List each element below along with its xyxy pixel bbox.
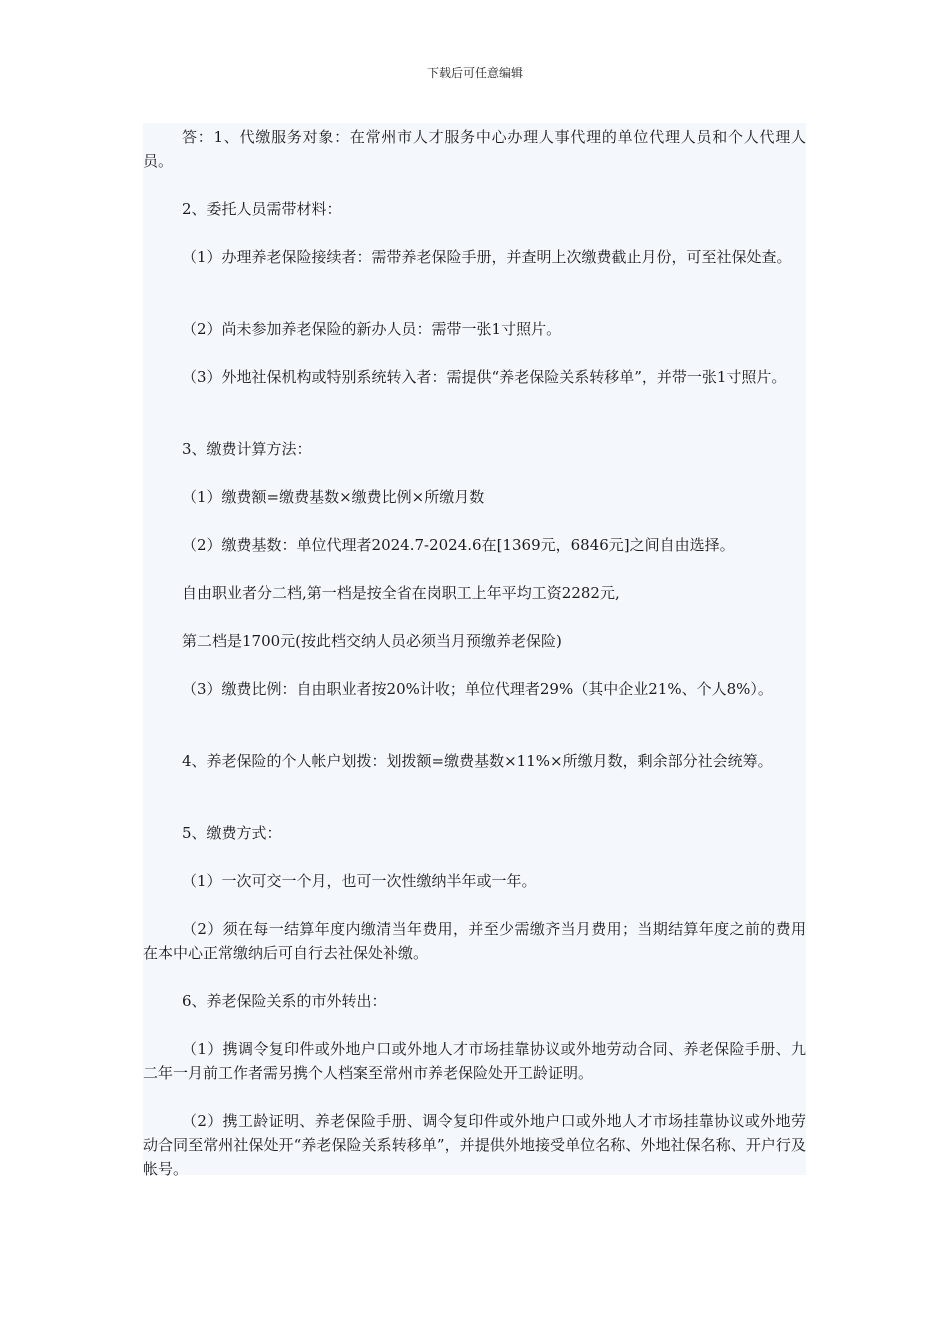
- paragraph-transfer-2: （2）携工龄证明、养老保险手册、调令复印件或外地户口或外地人才市场挂靠协议或外地劳动合同至常州社保处开“养老保险关系转移单”，并提供外地接受单位名称、外地社保名称、开户行及帐号。: [143, 1112, 806, 1178]
- paragraph-transfer-heading: 6、养老保险关系的市外转出：: [182, 992, 387, 1010]
- paragraph-freelancer-tier-1: 自由职业者分二档,第一档是按全省在岗职工上年平均工资2282元,: [182, 584, 620, 602]
- paragraph-freelancer-tier-2: 第二档是1700元(按此档交纳人员必须当月预缴养老保险): [182, 632, 562, 650]
- paragraph-material-1: （1）办理养老保险接续者：需带养老保险手册，并查明上次缴费截止月份，可至社保处查。: [182, 248, 792, 266]
- paragraph-payment-heading: 5、缴费方式：: [182, 824, 282, 842]
- paragraph-calc-heading: 3、缴费计算方法：: [182, 440, 312, 458]
- paragraph-material-2: （2）尚未参加养老保险的新办人员：需带一张1寸照片。: [182, 320, 562, 338]
- paragraph-payment-2: （2）须在每一结算年度内缴清当年费用，并至少需缴齐当月费用；当期结算年度之前的费用在本中心正常缴纳后可自行去社保处补缴。: [143, 920, 806, 962]
- document-body: [143, 123, 806, 1178]
- paragraph-materials-heading: 2、委托人员需带材料：: [182, 200, 342, 218]
- paragraph-service-target: 答：1、代缴服务对象：在常州市人才服务中心办理人事代理的单位代理人员和个人代理人员。: [143, 128, 806, 170]
- paragraph-payment-1: （1）一次可交一个月，也可一次性缴纳半年或一年。: [182, 872, 537, 890]
- paragraph-material-3: （3）外地社保机构或特别系统转入者：需提供“养老保险关系转移单”，并带一张1寸照片。: [182, 368, 787, 386]
- paragraph-calc-3: （3）缴费比例：自由职业者按20%计收；单位代理者29%（其中企业21%、个人8%）。: [182, 680, 773, 698]
- paragraph-calc-2: （2）缴费基数：单位代理者2024.7-2024.6在[1369元，6846元]之间自由选择。: [182, 536, 735, 554]
- page-header-note: 下载后可任意编辑: [426, 66, 523, 80]
- paragraph-calc-1: （1）缴费额=缴费基数×缴费比例×所缴月数: [182, 488, 485, 506]
- paragraph-personal-account: 4、养老保险的个人帐户划拨：划拨额=缴费基数×11%×所缴月数，剩余部分社会统筹。: [182, 752, 773, 770]
- paragraph-transfer-1: （1）携调令复印件或外地户口或外地人才市场挂靠协议或外地劳动合同、养老保险手册、九二年一月前工作者需另携个人档案至常州市养老保险处开工龄证明。: [143, 1040, 806, 1082]
